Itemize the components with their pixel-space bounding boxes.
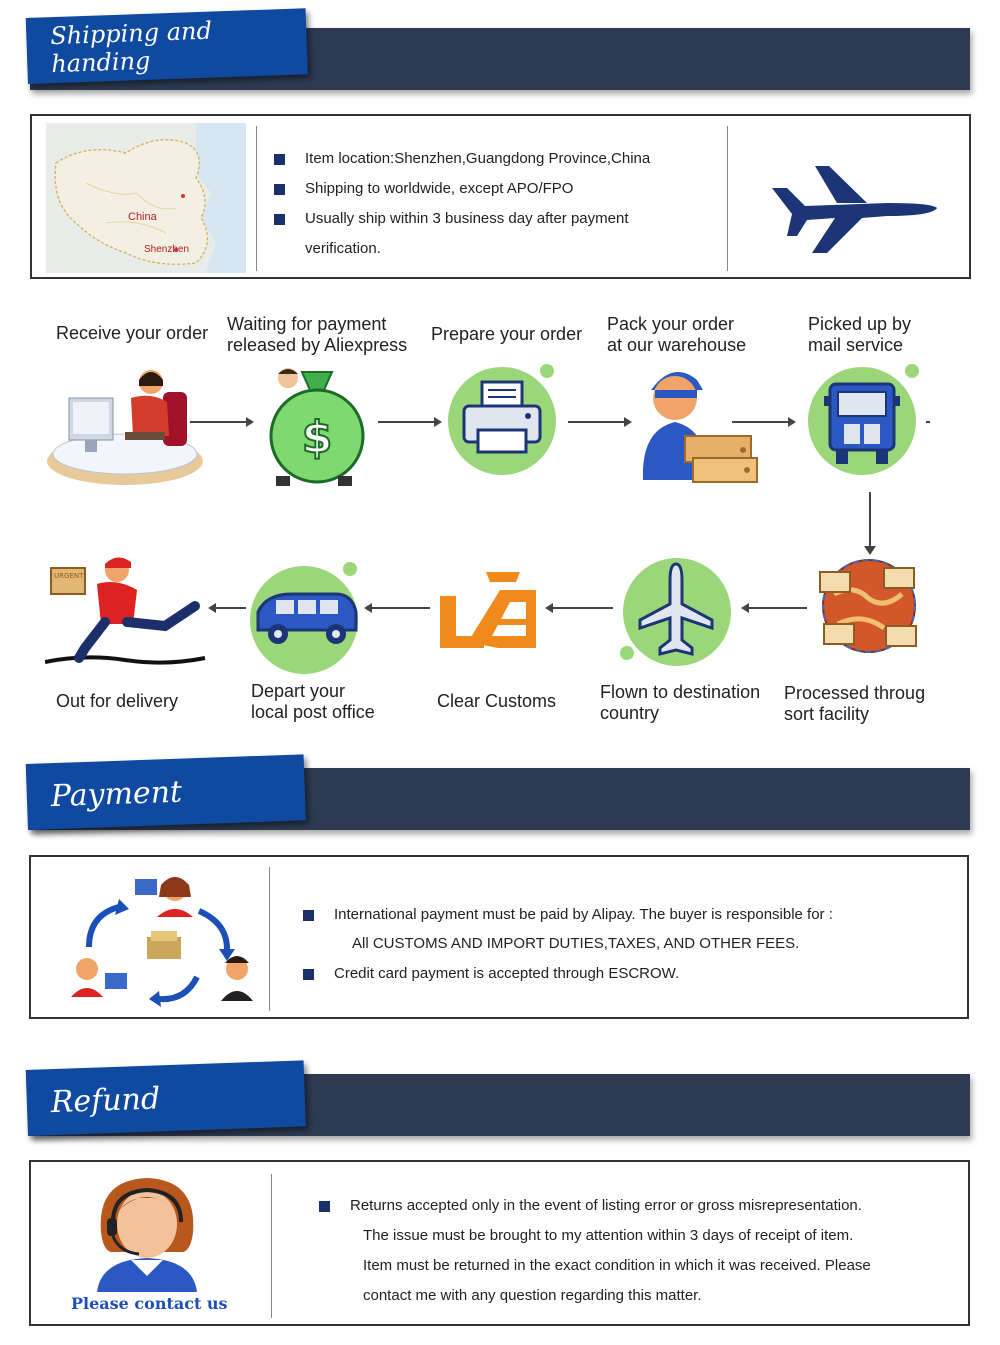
refund-line: Item must be returned in the exact condition in which it was received. Please: [363, 1257, 871, 1274]
svg-text:URGENT: URGENT: [54, 572, 84, 580]
payment-divider: [269, 867, 270, 1011]
svg-text:$: $: [301, 412, 333, 463]
bullet-square-icon: [274, 154, 285, 165]
flow-arrow: [190, 421, 252, 423]
flow-arrow-down: [869, 492, 871, 548]
payment-title: Payment: [50, 774, 183, 814]
flow-arrow: [210, 607, 246, 609]
step-flown-destination-label: Flown to destination country: [600, 682, 761, 723]
flow-arrow: [547, 607, 613, 609]
step-sort-facility-label: Processed throug sort facility: [784, 683, 926, 724]
step-depart-post-office-label: Depart your local post office: [251, 681, 375, 722]
airplane-circle-dot: [620, 646, 634, 660]
shipping-info-box: [30, 114, 971, 279]
printer-circle-dot: [540, 364, 554, 378]
computer-operator-icon: [45, 366, 205, 491]
money-bag-icon: [262, 360, 372, 490]
refund-divider: [271, 1174, 272, 1318]
payment-info-box: [29, 855, 969, 1019]
bullet-square-icon: [303, 969, 314, 980]
shipping-bullet-continuation: verification.: [305, 240, 381, 257]
shipping-header-tab: [26, 8, 308, 84]
step-prepare-order-label: Prepare your order: [431, 324, 583, 344]
payment-cycle-icon: [49, 867, 261, 1012]
flight-icon: [636, 560, 716, 660]
shipping-divider-right: [727, 126, 728, 271]
flow-arrow: [568, 421, 630, 423]
refund-title: Refund: [50, 1080, 161, 1120]
shipping-bullet: Usually ship within 3 business day after payment: [274, 210, 629, 227]
china-map: [46, 123, 246, 273]
customs-officer-icon: [436, 566, 540, 656]
printer-icon: [458, 378, 546, 460]
payment-line-fees: All CUSTOMS AND IMPORT DUTIES,TAXES, AND OTHER FEES.: [352, 935, 800, 952]
van-icon: [252, 590, 362, 650]
step-waiting-payment-label: Waiting for payment released by Aliexpress: [227, 314, 408, 355]
refund-info-box: [29, 1160, 970, 1326]
flow-arrow: [732, 421, 794, 423]
truck-circle-dot: [905, 364, 919, 378]
bullet-square-icon: [274, 184, 285, 195]
step-receive-order-label: Receive your order: [56, 323, 209, 343]
contact-us-label[interactable]: Please contact us: [71, 1294, 228, 1313]
bullet-square-icon: [319, 1201, 330, 1212]
shipping-divider-left: [256, 126, 257, 271]
refund-header-tab: [26, 1060, 306, 1136]
customer-support-icon: [91, 1172, 203, 1292]
truck-icon: [822, 376, 902, 468]
payment-header-tab: [26, 754, 306, 830]
step-picked-up-label: Picked up by mail service: [808, 314, 912, 355]
payment-bullet: International payment must be paid by Alipay. The buyer is responsible for :: [303, 906, 833, 923]
flow-arrow: [366, 607, 430, 609]
bullet-square-icon: [274, 214, 285, 225]
airplane-icon: [767, 148, 942, 258]
step-pack-order-label: Pack your order at our warehouse: [607, 314, 747, 355]
flow-arrow: [743, 607, 807, 609]
shipping-bullet: Item location:Shenzhen,Guangdong Province,China: [274, 150, 650, 167]
refund-bullet: Returns accepted only in the event of listing error or gross misrepresentation.: [319, 1197, 862, 1214]
delivery-man-icon: [45, 554, 210, 672]
flow-arrow: [378, 421, 440, 423]
step-clear-customs-label: Clear Customs: [437, 691, 557, 711]
shipping-title: Shipping and handing: [49, 16, 213, 79]
map-label-china: China: [128, 211, 157, 223]
map-label-shenzhen: Shenzhen: [144, 244, 190, 255]
flow-arrow-trail: [926, 421, 930, 423]
refund-line: The issue must be brought to my attention within 3 days of receipt of item.: [363, 1227, 854, 1244]
refund-line: contact me with any question regarding this matter.: [363, 1287, 702, 1304]
payment-bullet: Credit card payment is accepted through ESCROW.: [303, 965, 679, 982]
shipping-bullet: Shipping to worldwide, except APO/FPO: [274, 180, 573, 197]
globe-mail-icon: [814, 554, 924, 658]
van-circle-dot: [343, 562, 357, 576]
bullet-square-icon: [303, 910, 314, 921]
step-out-for-delivery-label: Out for delivery: [56, 691, 179, 711]
